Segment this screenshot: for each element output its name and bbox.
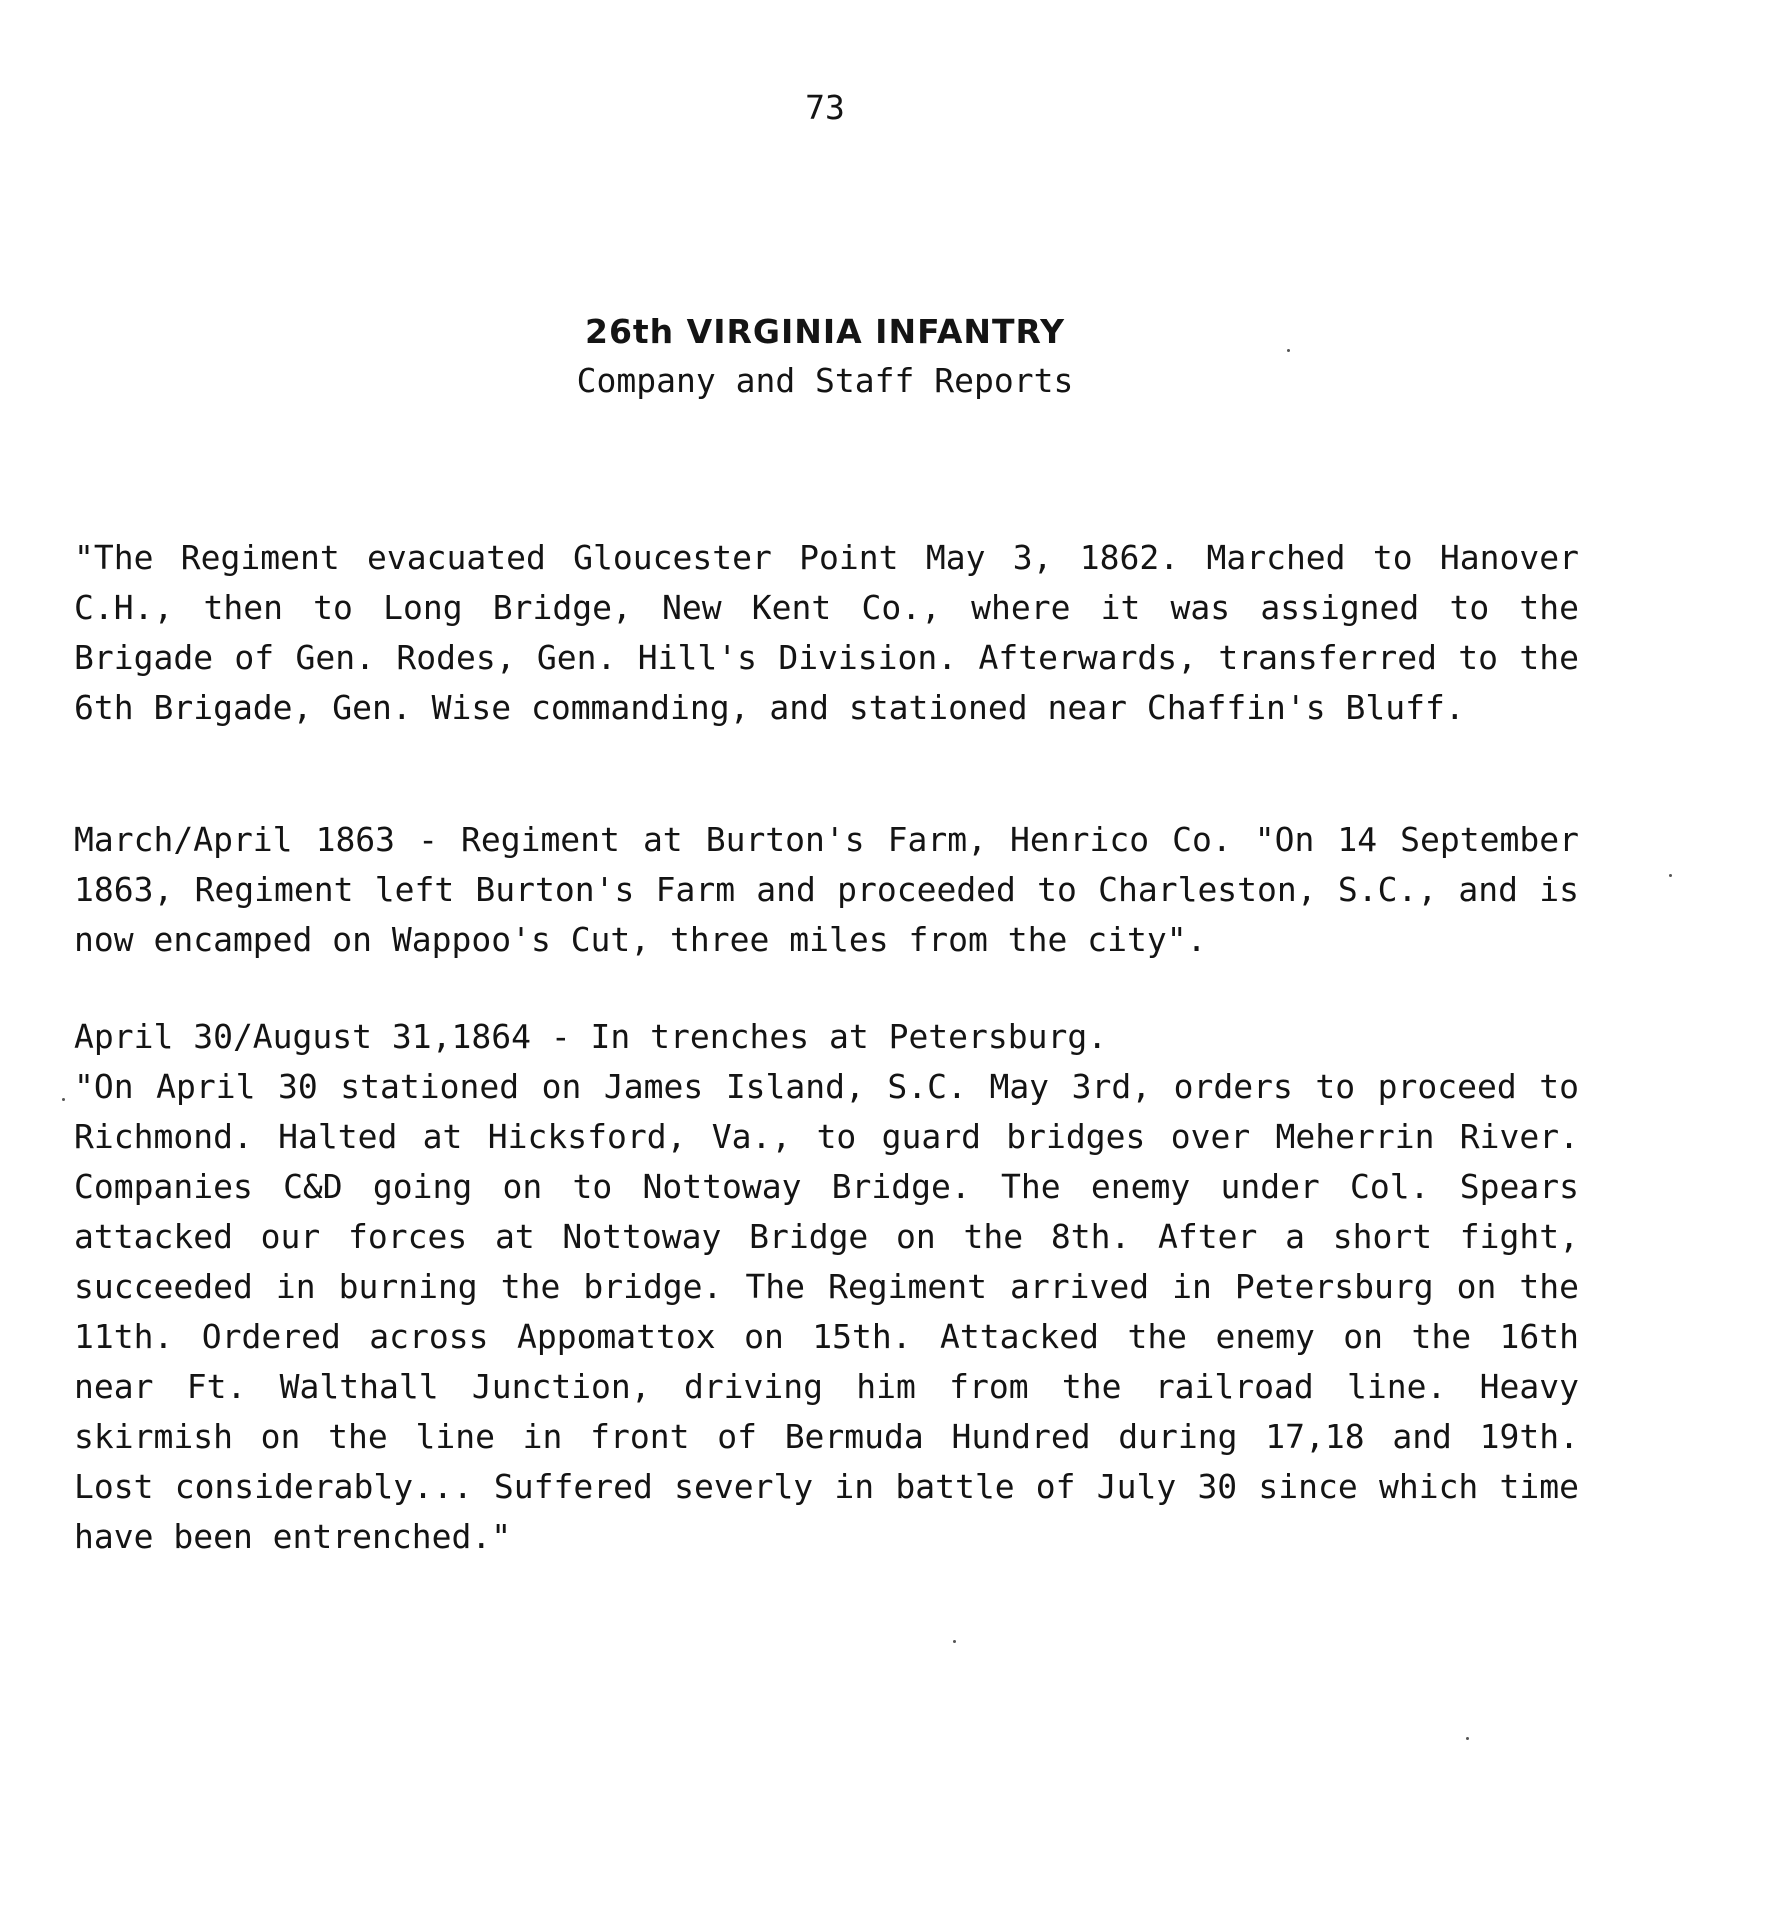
- paragraph-3-heading: April 30/August 31,1864 - In trenches at Petersburg.: [74, 1017, 1108, 1056]
- paragraph-3: "On April 30 stationed on James Island, S.C. May 3rd, orders to proceed to Richmond. Halted at Hicksford, Va., to guard bridges over Meherrin River. Companies C&D going on to Nottoway Bridge. The enemy under Col. Spears attacked our forces at Nottoway Bridge on the 8th. After a short fight, succeeded in burning the bridge. The Regiment arrived in Petersburg on the 11th. Ordered across Appomattox on 15th. Attacked the enemy on the 16th near Ft. Walthall Junction, driving him from the railroad line. Heavy skirmish on the line in front of Bermuda Hundred during 17,18 and 19th. Lost considerably... Suffered severly in battle of July 30 since which time have been entrenched.": [74, 1067, 1579, 1556]
- scan-speck: [1287, 349, 1290, 352]
- scan-speck: [1466, 1737, 1469, 1740]
- scan-speck: [953, 1640, 956, 1643]
- paragraph-1: "The Regiment evacuated Gloucester Point May 3, 1862. Marched to Hanover C.H., then to Long Bridge, New Kent Co., where it was assigned to the Brigade of Gen. Rodes, Gen. Hill's Division. Afterwards, transferred to the 6th Brigade, Gen. Wise commanding, and stationed near Chaffin's Bluff.: [74, 538, 1579, 727]
- page-title: 26th VIRGINIA INFANTRY: [584, 312, 1066, 351]
- page-number: 73: [805, 88, 845, 127]
- paragraph-2: March/April 1863 - Regiment at Burton's Farm, Henrico Co. "On 14 September 1863, Regiment left Burton's Farm and proceeded to Charleston, S.C., and is now encamped on Wappoo's Cut, three miles from the city".: [74, 820, 1579, 959]
- scan-speck: [62, 1098, 65, 1101]
- title-block: [0, 312, 1650, 400]
- page-subtitle: Company and Staff Reports: [576, 361, 1074, 400]
- scan-speck: [1669, 874, 1672, 877]
